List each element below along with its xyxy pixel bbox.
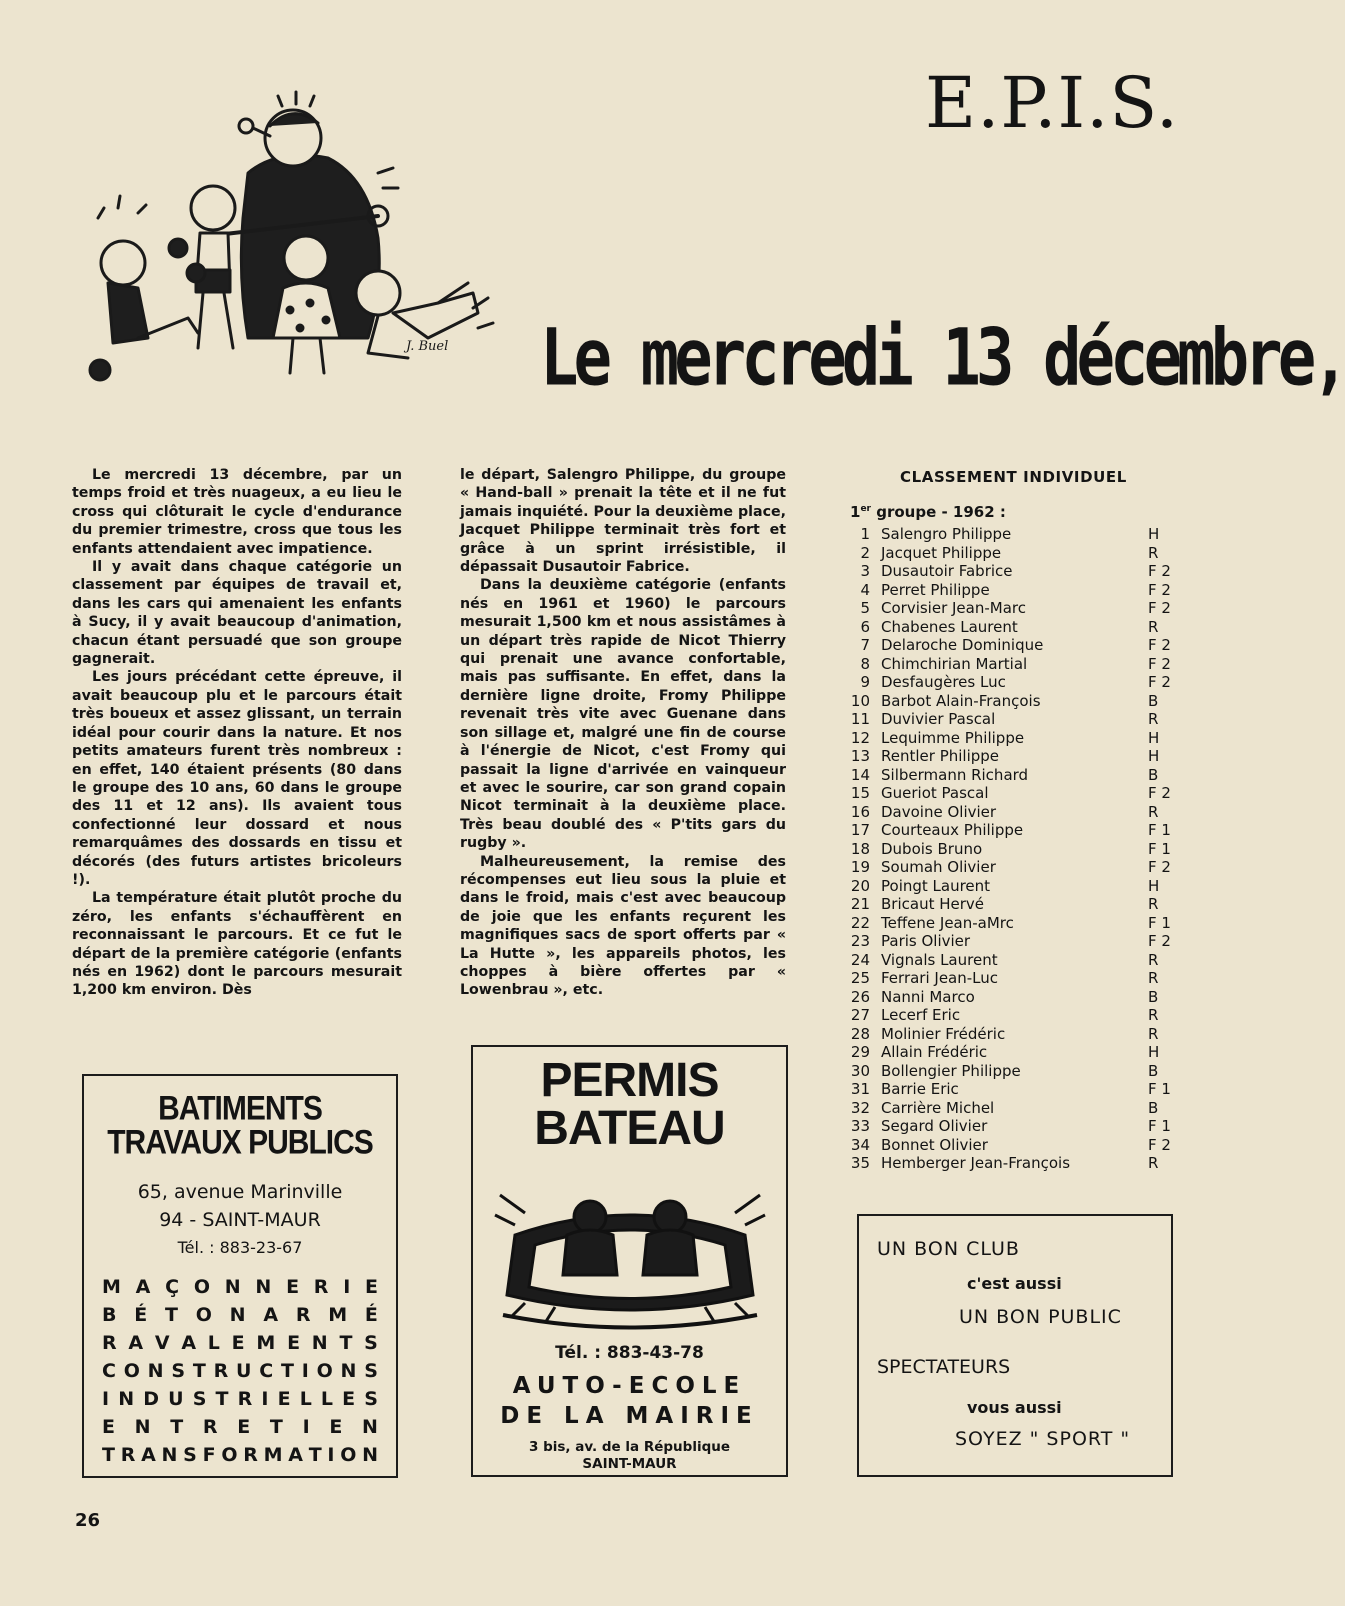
ad-school-name: DE LA MAIRIE [500,1403,759,1429]
ranking-row [840,655,1185,674]
ranking-position: 21 [850,895,870,913]
ranking-name: Lecerf Eric [881,1006,961,1024]
ranking-name: Allain Frédéric [881,1043,988,1061]
ranking-name: Courteaux Philippe [881,821,1024,839]
article-column-2 [460,466,786,1000]
ranking-row [840,618,1185,637]
ad-title: PERMIS [540,1054,719,1107]
ranking-position: 27 [850,1006,870,1024]
ranking-group: R [1148,710,1159,728]
ad-title: TRAVAUX PUBLICS [107,1123,373,1162]
cartoon-illustration [78,88,498,398]
ranking-group: B [1148,765,1159,784]
ranking-group: F 2 [1148,932,1171,950]
article-headline: Le mercredi 13 décembre, [540,313,1345,405]
ranking-group: H [1148,876,1160,895]
car-illustration [495,1175,765,1335]
paragraph: Dans la deuxième catégorie (enfants nés en 1961 et 1960) le parcours mesurait 1,500 km et nous assistâmes à un départ très rapide de Nicot Thierry qui prenait une avance confortable, mais pas suffisante. En effet, dans la dernière ligne droite, Fromy Philippe revenait très vite avec Guenane dans son sillage et, malgré une fin de course à l'énergie de Nicot, c'est Fromy qui passait la ligne d'arrivée en vainqueur et avec le sourire, car son grand copain Nicot terminait à la deuxième place. Très beau doublé des « P'tits gars du rugby ». [460,577,786,852]
ranking-row [840,988,1185,1007]
group-heading [850,503,1006,521]
ad-service-line: M A Ç O N N E R I E [102,1276,378,1298]
ranking-group: R [1148,1006,1159,1024]
ad-phone: Tél. : 883-23-67 [177,1238,303,1257]
ranking-group: F 2 [1148,1135,1171,1154]
ranking-name: Carrière Michel [881,1098,995,1117]
magazine-title: E.P.I.S. [925,62,1180,144]
ranking-row [840,710,1185,729]
ranking-row [840,636,1185,655]
ranking-name: Duvivier Pascal [881,710,996,728]
ranking-group: B [1148,1061,1159,1080]
ranking-name: Dusautoir Fabrice [881,562,1013,580]
ranking-group: R [1148,969,1159,987]
club-line: c'est aussi [967,1274,1062,1293]
ad-city: SAINT-MAUR [582,1456,677,1472]
group-ordinal-suffix: er [860,504,871,514]
ranking-group: R [1148,617,1159,636]
ranking-group: H [1148,747,1160,765]
ranking-position: 14 [850,765,870,784]
ranking-name: Gueriot Pascal [881,784,989,802]
ranking-position: 6 [860,617,870,636]
ranking-name: Vignals Laurent [881,950,998,969]
ranking-row [840,1043,1185,1062]
ranking-row [840,766,1185,785]
ranking-position: 20 [850,876,870,895]
ranking-name: Davoine Olivier [881,802,997,821]
ranking-name: Rentler Philippe [881,747,1000,765]
club-line: UN BON PUBLIC [959,1306,1122,1328]
ranking-row [840,673,1185,692]
paragraph: Le mercredi 13 décembre, par un temps froid et très nuageux, a eu lieu le cross qui clôturait le cycle d'endurance du premier trimestre, cross que tous les enfants attendaient avec impatience. [72,467,402,557]
ranking-row [840,1080,1185,1099]
ranking-name: Segard Olivier [881,1117,988,1135]
ranking-position: 15 [850,784,870,802]
ranking-group: R [1148,1154,1159,1172]
ranking-row [840,599,1185,618]
ranking-name: Ferrari Jean-Luc [881,969,999,987]
ranking-row [840,784,1185,803]
ad-service-line: C O N S T R U C T I O N S [102,1360,378,1382]
paragraph: Les jours précédant cette épreuve, il avait beaucoup plu et le parcours était très boueux et assez glissant, un terrain idéal pour courir dans la nature. Et nos petits amateurs furent très nombreux : en effet, 140 étaient présents (80 dans le groupe des 10 ans, 60 dans le groupe des 11 et 12 ans). Ils avaient tous confectionné leur dossard et nous remarquâmes des dossards en tissu et décorés (des futurs artistes bricoleurs !). [72,669,402,888]
paragraph: Il y avait dans chaque catégorie un classement par équipes de travail et, dans les cars qui amenaient les enfants à Sucy, il y avait beaucoup d'animation, chacun étant persuadé que son groupe gagnerait. [72,559,402,668]
ranking-group: F 2 [1148,562,1171,580]
ranking-group: F 1 [1148,821,1171,839]
ranking-title: CLASSEMENT INDIVIDUEL [900,468,1127,486]
ranking-position: 25 [850,969,870,987]
ad-service-line: R A V A L E M E N T S [102,1332,378,1354]
ranking-position: 28 [850,1024,870,1043]
ranking-name: Desfaugères Luc [881,673,1006,691]
ranking-name: Jacquet Philippe [881,543,1002,562]
ranking-row [840,895,1185,914]
ranking-position: 31 [850,1080,870,1098]
ranking-group: F 1 [1148,913,1171,932]
ranking-group: F 2 [1148,580,1171,599]
ranking-group: R [1148,1024,1159,1043]
ranking-row [840,840,1185,859]
ranking-name: Chimchirian Martial [881,654,1028,673]
ranking-position: 19 [850,858,870,876]
ranking-position: 3 [860,562,870,580]
ranking-position: 13 [850,747,870,765]
ranking-group: F 2 [1148,784,1171,802]
ranking-position: 5 [860,599,870,617]
ranking-position: 11 [850,710,870,728]
group-label: groupe - 1962 : [876,503,1006,521]
ranking-name: Barbot Alain-François [881,691,1041,710]
ranking-row [840,914,1185,933]
ranking-position: 16 [850,802,870,821]
ranking-position: 29 [850,1043,870,1061]
ranking-group: F 2 [1148,599,1171,617]
ranking-name: Poingt Laurent [881,876,991,895]
ad-service-line: I N D U S T R I E L L E S [102,1388,378,1410]
ranking-group: F 2 [1148,858,1171,876]
ranking-row [840,1099,1185,1118]
ranking-row [840,1062,1185,1081]
ranking-group: B [1148,691,1159,710]
paragraph: Malheureusement, la remise des récompenses eut lieu sous la pluie et dans le froid, mais c'est avec beaucoup de joie que les enfants reçurent les magnifiques sacs de sport offerts par « La Hutte », les appareils photos, les choppes à bière offertes par « Lowenbrau », etc. [460,853,786,999]
paragraph: La température était plutôt proche du zéro, les enfants s'échauffèrent en reconnaissant le parcours. Et ce fut le départ de la première catégorie (enfants nés en 1962) dont le parcours mesurait 1,200 km environ. Dès [72,890,402,999]
ranking-group: H [1148,728,1160,747]
ranking-name: Delaroche Dominique [881,636,1044,654]
ranking-group: F 1 [1148,1080,1171,1098]
ranking-row [840,525,1185,544]
ranking-group: R [1148,543,1159,562]
ad-city: 94 - SAINT-MAUR [159,1209,321,1231]
ranking-position: 10 [850,691,870,710]
ranking-name: Molinier Frédéric [881,1024,1006,1043]
ranking-position: 7 [860,636,870,654]
ranking-position: 33 [850,1117,870,1135]
ranking-group: F 2 [1148,636,1171,654]
ranking-name: Salengro Philippe [881,525,1012,543]
ranking-group: R [1148,802,1159,821]
ranking-position: 2 [860,543,870,562]
page-number: 26 [75,1510,101,1531]
ranking-group: H [1148,1043,1160,1061]
ranking-position: 30 [850,1061,870,1080]
article-column-1 [72,466,402,1000]
ranking-row [840,969,1185,988]
ranking-position: 8 [860,654,870,673]
artist-signature: J. Buel [406,339,449,354]
ranking-position: 35 [850,1154,870,1172]
ranking-row [840,1025,1185,1044]
ranking-position: 4 [860,580,870,599]
ranking-position: 1 [860,525,870,543]
ranking-row [840,562,1185,581]
ranking-row [840,581,1185,600]
ranking-row [840,803,1185,822]
ad-address: 3 bis, av. de la République [528,1439,731,1455]
ranking-position: 9 [860,673,870,691]
group-ordinal: 1 [850,503,861,521]
ranking-name: Bollengier Philippe [881,1061,1021,1080]
ranking-name: Silbermann Richard [881,765,1029,784]
ranking-row [840,932,1185,951]
ranking-name: Soumah Olivier [881,858,996,876]
ranking-name: Bonnet Olivier [881,1135,988,1154]
ranking-position: 26 [850,987,870,1006]
ad-permis-bateau [471,1045,788,1477]
ranking-row [840,858,1185,877]
ranking-row [840,747,1185,766]
ad-title: BATEAU [534,1102,725,1155]
ranking-position: 32 [850,1098,870,1117]
ranking-position: 24 [850,950,870,969]
ranking-row [840,951,1185,970]
ranking-name: Paris Olivier [881,932,971,950]
ad-service-line: B É T O N A R M É [102,1304,378,1326]
ranking-name: Barrie Eric [881,1080,959,1098]
ranking-row [840,1154,1185,1173]
paragraph: le départ, Salengro Philippe, du groupe « Hand-ball » prenait la tête et il ne fut jamais inquiété. Pour la deuxième place, Jacquet Philippe terminait très fort et grâce à un sprint irrésistible, il dépassait Dusautoir Fabrice. [460,467,786,576]
ad-service-line: T R A N S F O R M A T I O N [102,1444,378,1466]
ranking-group: F 2 [1148,673,1171,691]
ranking-list [840,525,1185,1173]
ranking-row [840,1136,1185,1155]
ranking-name: Lequimme Philippe [881,728,1025,747]
ranking-row [840,544,1185,563]
ad-address: 65, avenue Marinville [137,1181,343,1203]
ad-bon-club [857,1214,1173,1477]
ad-service-line: E N T R E T I E N [102,1416,378,1438]
ranking-name: Nanni Marco [881,987,975,1006]
ad-batiments-travaux-publics [82,1074,398,1478]
ranking-name: Perret Philippe [881,580,990,599]
ranking-name: Bricaut Hervé [881,895,985,913]
ranking-group: F 1 [1148,839,1171,858]
ranking-group: H [1148,525,1160,543]
club-line: vous aussi [967,1398,1062,1417]
ranking-position: 22 [850,913,870,932]
ranking-group: B [1148,987,1159,1006]
ranking-group: B [1148,1098,1159,1117]
ranking-position: 34 [850,1135,870,1154]
ranking-row [840,1006,1185,1025]
ranking-name: Hemberger Jean-François [881,1154,1071,1172]
ranking-row [840,877,1185,896]
ranking-position: 23 [850,932,870,950]
ranking-position: 12 [850,728,870,747]
ranking-name: Dubois Bruno [881,839,983,858]
ad-school-name: AUTO-ECOLE [512,1373,747,1399]
ranking-group: F 2 [1148,654,1171,673]
club-line: UN BON CLUB [877,1238,1020,1260]
ranking-name: Chabenes Laurent [881,617,1018,636]
ranking-name: Teffene Jean-aMrc [881,913,1014,932]
ranking-position: 18 [850,839,870,858]
ad-title: BATIMENTS [158,1089,322,1128]
ranking-row [840,1117,1185,1136]
ranking-group: R [1148,950,1159,969]
club-line: SOYEZ " SPORT " [955,1428,1131,1450]
ranking-group: R [1148,895,1159,913]
ranking-name: Corvisier Jean-Marc [881,599,1026,617]
ranking-row [840,692,1185,711]
ranking-group: F 1 [1148,1117,1171,1135]
ranking-row [840,729,1185,748]
ad-phone: Tél. : 883-43-78 [555,1343,704,1363]
ranking-position: 17 [850,821,870,839]
club-line: SPECTATEURS [877,1356,1011,1378]
ranking-row [840,821,1185,840]
